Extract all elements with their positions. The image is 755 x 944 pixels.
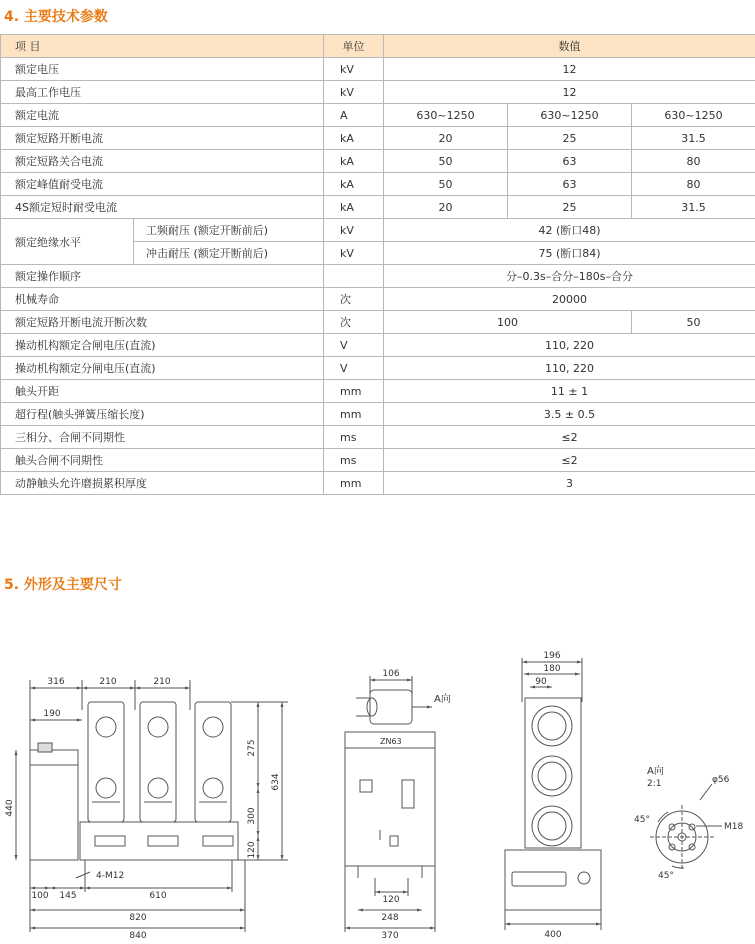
dim-label: 316 [47,677,65,687]
dim-label: 145 [59,891,77,901]
header-value: 数值 [384,35,755,58]
table-row [1,403,755,426]
row-value: 25 [508,127,632,150]
angle-label: 45° [634,815,650,825]
row-unit: kA [324,150,384,173]
row-value: 12 [384,81,755,104]
row-item: 额定电流 [1,104,324,127]
dim-label: 275 [247,739,257,757]
row-value: 3.5 ± 0.5 [384,403,755,426]
row-value: 110, 220 [384,357,755,380]
table-row [1,127,755,150]
table-row [1,219,755,242]
section-4-title: 4. 主要技术参数 [4,9,108,25]
view-a-label: A向 [434,694,451,705]
bolt-label: 4-M12 [96,871,125,881]
table-header-row [1,35,755,58]
row-item: 额定电压 [1,58,324,81]
table-row [1,288,755,311]
table-row [1,104,755,127]
row-item: 额定短路开断电流 [1,127,324,150]
header-item: 项 目 [1,35,324,58]
row-unit: 次 [324,288,384,311]
row-unit: kV [324,242,384,265]
row-item: 额定绝缘水平 [1,219,134,265]
row-item: 额定峰值耐受电流 [1,173,324,196]
dim-label: 100 [31,891,49,901]
row-unit: kA [324,173,384,196]
row-value: 12 [384,58,755,81]
row-value: 25 [508,196,632,219]
row-value: 20000 [384,288,755,311]
table-row [1,449,755,472]
table-row [1,58,755,81]
table-row [1,81,755,104]
row-value: 80 [632,150,755,173]
row-unit: kA [324,127,384,150]
row-item: 额定操作顺序 [1,265,324,288]
row-value: 分–0.3s–合分–180s–合分 [384,265,755,288]
detail-title: A向 [647,766,664,777]
row-item: 触头合闸不同期性 [1,449,324,472]
row-unit: V [324,357,384,380]
dim-label: 370 [381,931,399,941]
row-item: 超行程(触头弹簧压缩长度) [1,403,324,426]
dim-label: 840 [129,931,147,941]
row-value: ≤2 [384,449,755,472]
row-value: 11 ± 1 [384,380,755,403]
section-5-title: 5. 外形及主要尺寸 [4,577,122,593]
dim-label: 248 [381,913,399,923]
dim-label: 300 [247,807,257,825]
dim-label: 90 [535,677,547,687]
row-unit: mm [324,380,384,403]
row-value: 100 [384,311,632,334]
detail-scale: 2:1 [647,779,662,789]
spec-table [0,34,755,495]
row-unit [324,265,384,288]
table-row [1,380,755,403]
table-row [1,173,755,196]
row-unit: 次 [324,311,384,334]
table-row [1,311,755,334]
table-row [1,334,755,357]
row-value: 31.5 [632,127,755,150]
table-row [1,426,755,449]
row-value: 63 [508,173,632,196]
row-item: 额定短路开断电流开断次数 [1,311,324,334]
row-value: 630~1250 [632,104,755,127]
table-row [1,357,755,380]
row-value: 3 [384,472,755,495]
row-subitem: 工频耐压 (额定开断前后) [134,219,324,242]
table-row [1,472,755,495]
dim-label: 820 [129,913,147,923]
dim-label: 120 [247,841,257,859]
table-row [1,265,755,288]
row-item: 4S额定短时耐受电流 [1,196,324,219]
row-unit: A [324,104,384,127]
row-subitem: 冲击耐压 (额定开断前后) [134,242,324,265]
row-value: 31.5 [632,196,755,219]
dim-label: 634 [271,773,281,791]
dim-label: 196 [543,651,561,661]
row-item: 机械寿命 [1,288,324,311]
dim-label: 190 [43,709,61,719]
row-value: 630~1250 [384,104,508,127]
row-unit: kV [324,81,384,104]
row-unit: ms [324,449,384,472]
angle-label: 45° [658,871,674,881]
dim-label: 106 [382,669,400,679]
row-item: 操动机构额定分闸电压(直流) [1,357,324,380]
dimension-drawing [0,640,755,944]
top-view [505,658,601,930]
row-value: 75 (断口84) [384,242,755,265]
row-value: 50 [632,311,755,334]
row-unit: kA [324,196,384,219]
row-value: 20 [384,127,508,150]
row-value: 110, 220 [384,334,755,357]
dim-label: 120 [382,895,400,905]
dim-label: 210 [99,677,117,687]
row-item: 最高工作电压 [1,81,324,104]
thread-label: M18 [724,822,744,832]
row-item: 额定短路关合电流 [1,150,324,173]
row-unit: mm [324,472,384,495]
row-value: 630~1250 [508,104,632,127]
row-unit: V [324,334,384,357]
row-unit: kV [324,219,384,242]
row-unit: ms [324,426,384,449]
dim-label: 180 [543,664,561,674]
table-row [1,196,755,219]
row-value: 80 [632,173,755,196]
row-unit: mm [324,403,384,426]
row-item: 触头开距 [1,380,324,403]
header-unit: 单位 [324,35,384,58]
row-value: 42 (断口48) [384,219,755,242]
row-value: 20 [384,196,508,219]
row-unit: kV [324,58,384,81]
row-item: 动静触头允许磨损累积厚度 [1,472,324,495]
row-value: ≤2 [384,426,755,449]
dim-label: 210 [153,677,171,687]
table-row [1,150,755,173]
detail-a-view [650,784,722,869]
dim-label: 610 [149,891,167,901]
dim-label: 440 [5,799,15,817]
side-view [345,676,435,932]
row-value: 50 [384,173,508,196]
diameter-label: φ56 [712,775,730,785]
nameplate-label: ZN63 [380,737,402,746]
row-value: 50 [384,150,508,173]
dim-label: 400 [544,930,562,940]
row-value: 63 [508,150,632,173]
row-item: 操动机构额定合闸电压(直流) [1,334,324,357]
row-item: 三相分、合闸不同期性 [1,426,324,449]
